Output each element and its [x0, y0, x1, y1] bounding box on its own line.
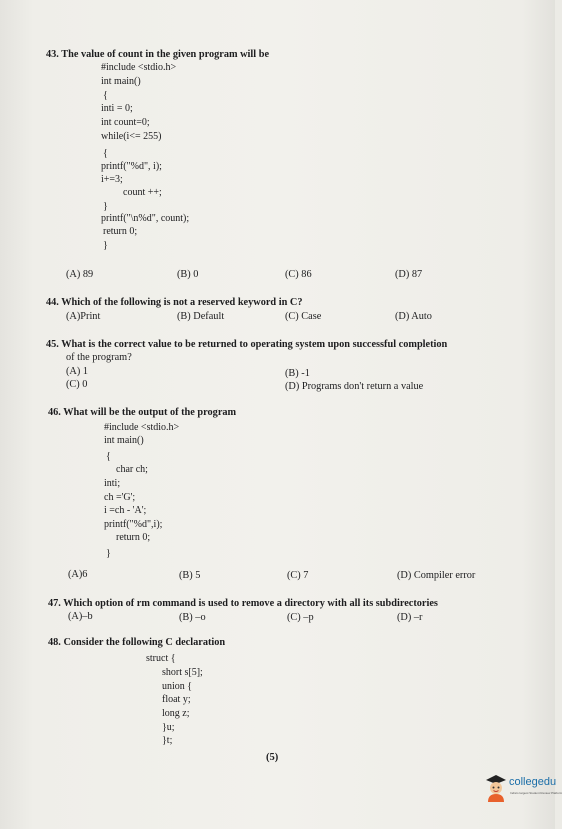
graduate-mascot-icon — [484, 772, 508, 802]
q44-option-d: (D) Auto — [395, 311, 432, 322]
q44-option-c: (C) Case — [285, 311, 322, 322]
q46-code-line: int main() — [104, 435, 144, 446]
question-47: 47. Which option of rm command is used to remove a directory with all its subdirectories — [48, 598, 438, 609]
q48-code-line: long z; — [162, 708, 190, 719]
collegedunia-logo — [484, 770, 562, 806]
q45-option-d: (D) Programs don't return a value — [285, 381, 424, 392]
q43-code-line: { — [103, 148, 108, 159]
q43-code-line: { — [103, 90, 108, 101]
q47-option-a: (A)–b — [68, 611, 93, 622]
question-43: 43. The value of count in the given program will be — [46, 49, 270, 60]
q46-option-b: (B) 5 — [179, 570, 201, 581]
q48-code-line: union { — [162, 681, 193, 692]
logo-wordmark: collegedu — [509, 776, 557, 788]
q46-code-line: char ch; — [116, 464, 148, 475]
page-number: (5) — [266, 752, 279, 763]
q46-code-line: } — [106, 548, 111, 559]
q43-option-c: (C) 86 — [285, 269, 312, 280]
q46-code-line: inti; — [104, 478, 121, 489]
q46-code-line: ch ='G'; — [104, 492, 136, 503]
question-46: 46. What will be the output of the program — [48, 407, 237, 418]
q48-code-line: struct { — [146, 653, 176, 664]
q43-code-line: return 0; — [103, 226, 138, 237]
q46-code-line: printf("%d",i); — [104, 519, 163, 530]
q48-code-line: short s[5]; — [162, 667, 203, 678]
question-48: 48. Consider the following C declaration — [48, 637, 226, 648]
q43-code-line: inti = 0; — [101, 103, 133, 114]
q43-code-line: int count=0; — [101, 117, 150, 128]
q45-option-c: (C) 0 — [66, 379, 88, 390]
q44-option-b: (B) Default — [177, 311, 225, 322]
q45-option-a: (A) 1 — [66, 366, 89, 377]
q43-code-line: printf("\n%d", count); — [101, 213, 190, 224]
q47-option-b: (B) –o — [179, 612, 206, 623]
question-45: 45. What is the correct value to be returned to operating system upon successful completion — [46, 339, 448, 350]
q43-option-b: (B) 0 — [177, 269, 199, 280]
q43-option-d: (D) 87 — [395, 269, 423, 280]
q46-code-line: #include <stdio.h> — [104, 422, 180, 433]
q46-option-a: (A)6 — [68, 569, 88, 580]
question-44: 44. Which of the following is not a reserved keyword in C? — [46, 297, 303, 308]
q43-code-line: while(i<= 255) — [101, 131, 162, 142]
q46-code-line: return 0; — [116, 532, 151, 543]
q43-code-line: #include <stdio.h> — [101, 62, 177, 73]
q46-code-line: { — [106, 451, 111, 462]
q43-code-line: } — [103, 201, 108, 212]
q46-option-d: (D) Compiler error — [397, 570, 476, 581]
q45-option-b: (B) -1 — [285, 368, 310, 379]
q44-option-a: (A)Print — [66, 311, 101, 322]
q48-code-line: }t; — [162, 735, 173, 746]
q43-code-line: count ++; — [123, 187, 162, 198]
q48-code-line: }u; — [162, 722, 175, 733]
q48-code-line: float y; — [162, 694, 191, 705]
q46-option-c: (C) 7 — [287, 570, 309, 581]
q47-option-c: (C) –p — [287, 612, 314, 623]
logo-tagline: India's largest Student Review Platform — [510, 791, 562, 795]
question-45-continued: of the program? — [66, 352, 132, 363]
q43-code-line: int main() — [101, 76, 141, 87]
q43-code-line: i+=3; — [101, 174, 123, 185]
q47-option-d: (D) –r — [397, 612, 423, 623]
q43-code-line: printf("%d", i); — [101, 161, 162, 172]
q43-option-a: (A) 89 — [66, 269, 94, 280]
q43-code-line: } — [103, 240, 108, 251]
q46-code-line: i =ch - 'A'; — [104, 505, 147, 516]
